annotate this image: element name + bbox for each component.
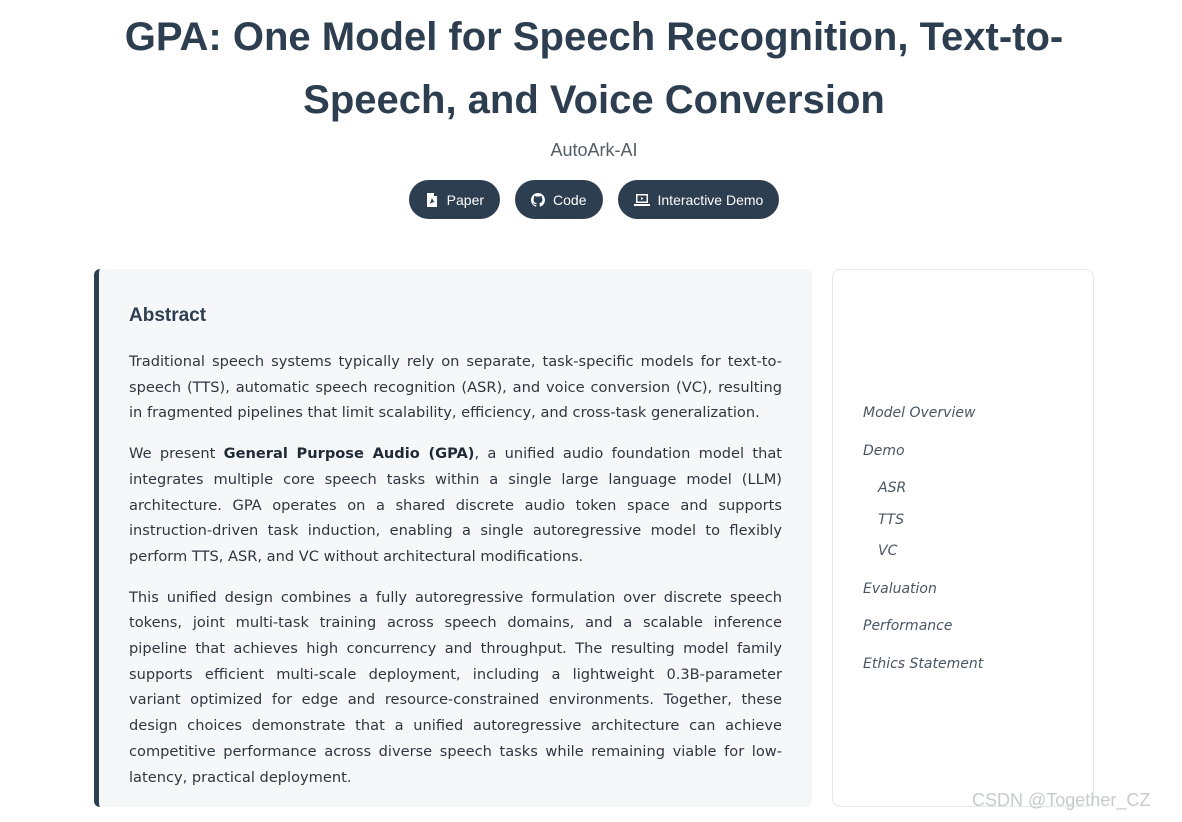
github-icon: [531, 193, 545, 207]
abstract-card: [94, 269, 812, 807]
interactive-demo-button[interactable]: [618, 180, 780, 219]
toc-item-evaluation[interactable]: Evaluation: [863, 581, 937, 597]
toc-item-tts[interactable]: TTS: [878, 512, 904, 528]
paper-button-label: Paper: [446, 191, 485, 208]
abstract-heading: Abstract: [129, 305, 207, 326]
page-title: GPA: One Model for Speech Recognition, Text-to-Speech, and Voice Conversion: [124, 15, 1064, 122]
code-button[interactable]: [515, 180, 602, 219]
abstract-paragraph-1: Traditional speech systems typically rely on separate, task-specific models for text-to-speech (TTS), automatic speech recognition (ASR), and voice conversion (VC), resulting in fragmented pipelines that limit scalability, efficiency, and cross-task generalization.: [129, 353, 782, 422]
toc-item-model-overview[interactable]: Model Overview: [863, 405, 976, 421]
link-buttons: [0, 180, 1182, 219]
toc-item-performance[interactable]: Performance: [863, 618, 953, 634]
abstract-paragraph-2: [129, 441, 782, 570]
toc-item-ethics-statement[interactable]: Ethics Statement: [863, 656, 984, 672]
toc-item-demo[interactable]: Demo: [863, 443, 905, 459]
abstract-p2-suffix: , a unified audio foundation model that integrates multiple core speech tasks within a single large language model (LLM) architecture. GPA operates on a shared discrete audio token space and supports instruction-driven task induction, enabling a single autoregressive model to flexibly perform TTS, ASR, and VC without architectural modifications.: [129, 445, 782, 565]
laptop-icon: [634, 193, 650, 207]
author-name: AutoArk-AI: [550, 140, 638, 160]
toc-item-vc[interactable]: VC: [878, 543, 898, 559]
code-button-label: Code: [553, 191, 587, 208]
table-of-contents: [832, 269, 1094, 807]
abstract-paragraph-3: This unified design combines a fully autoregressive formulation over discrete speech tokens, joint multi-task training across speech domains, and a scalable inference pipeline that achieves high concurrency and throughput. The resulting model family supports efficient multi-scale deployment, including a lightweight 0.3B-parameter variant optimized for edge and resource-constrained environments. Together, these design choices demonstrate that a unified autoregressive architecture can achieve competitive performance across diverse speech tasks while remaining viable for low-latency, practical deployment.: [129, 588, 782, 786]
gpa-bold-term: General Purpose Audio (GPA): [223, 445, 475, 463]
toc-item-asr[interactable]: ASR: [878, 480, 907, 496]
watermark: CSDN @Together_CZ: [972, 790, 1151, 810]
paper-button[interactable]: [409, 180, 500, 219]
pdf-file-icon: [425, 193, 439, 207]
interactive-demo-button-label: Interactive Demo: [657, 191, 764, 208]
abstract-p2-prefix: We present: [129, 445, 224, 463]
